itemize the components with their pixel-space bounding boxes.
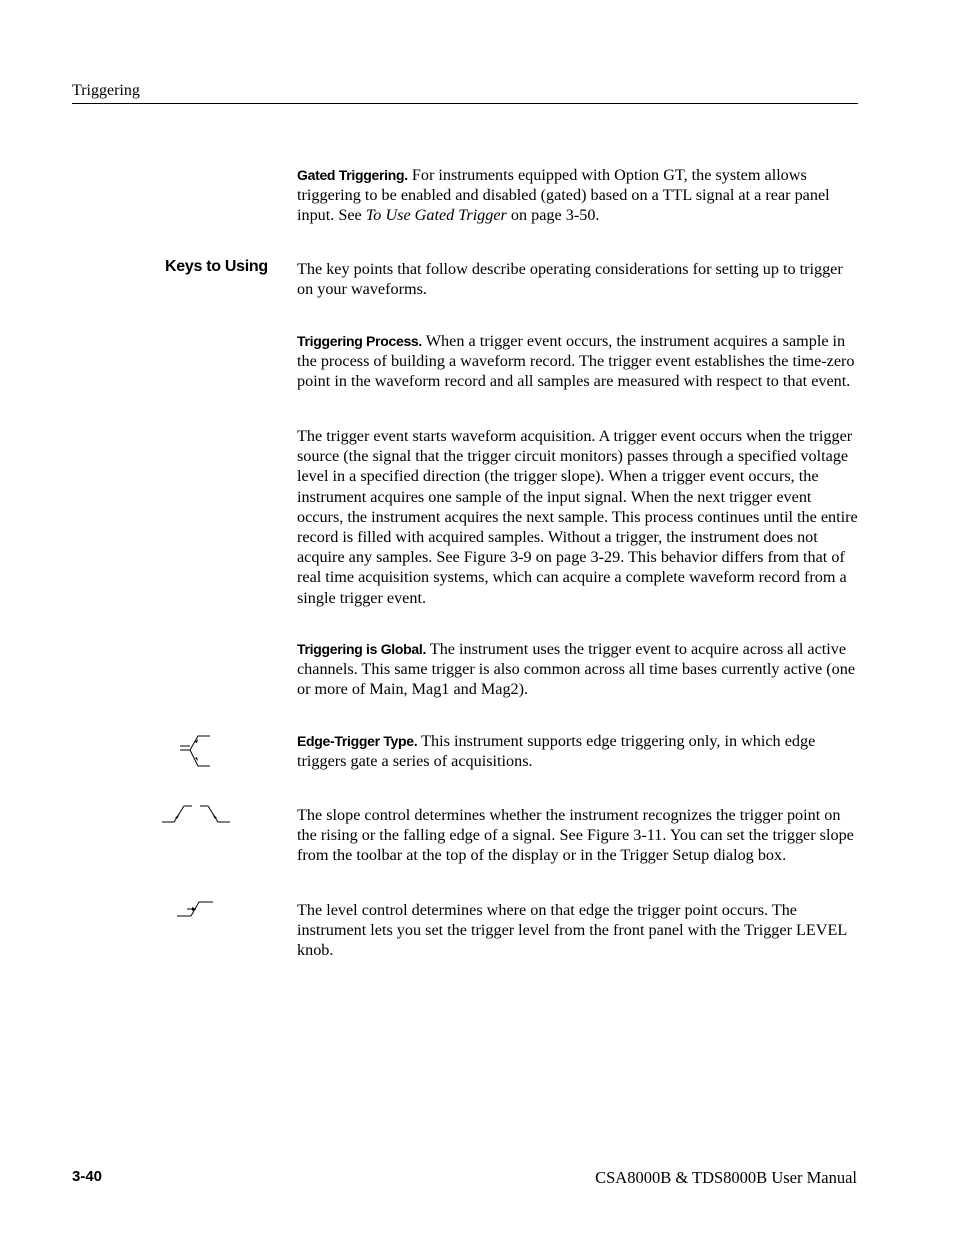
gated-text-before: For instruments equipped with Option GT, the system allows triggering to be enabled and disabled (gated) based on a TTL signal at a rear panel input. See (297, 166, 830, 225)
paragraph-triggering-global (297, 639, 859, 700)
manual-title: CSA8000B & TDS8000B User Manual (595, 1168, 857, 1187)
side-heading: Keys to Using (165, 258, 268, 275)
paragraph-level: The level control determines where on that edge the trigger point occurs. The instrument lets you set the trigger level from the front panel with the Trigger LEVEL knob. (297, 901, 847, 960)
process-text: When a trigger event occurs, the instrument acquires a sample in the process of building a waveform record. The trigger event establishes the time-zero point in the waveform record and all samples are measured with respect to that event. (297, 332, 855, 391)
runin-heading-edge: Edge-Trigger Type. (297, 733, 418, 749)
runin-heading-process: Triggering Process. (297, 333, 423, 349)
header-rule (72, 103, 858, 104)
level-icon (175, 898, 217, 920)
runin-heading-global: Triggering is Global. (297, 641, 427, 657)
paragraph-edge-trigger (297, 731, 859, 771)
edge-trigger-icon (176, 728, 216, 772)
paragraph-triggering-process (297, 331, 859, 392)
runin-heading-gated: Gated Triggering. (297, 167, 408, 183)
paragraph-keys-intro: The key points that follow describe operating considerations for setting up to trigger on your waveforms. (297, 260, 843, 299)
slope-icon (160, 800, 232, 826)
global-text: The instrument uses the trigger event to acquire across all active channels. This same trigger is also common across all time bases currently active (one or more of Main, Mag1 and Mag2). (297, 640, 856, 699)
header-section-title: Triggering (72, 82, 140, 99)
gated-text-after: on page 3-50. (506, 206, 600, 225)
paragraph-acquisition: The trigger event starts waveform acquisition. A trigger event occurs when the trigger source (the signal that the trigger circuit monitors) passes through a specified voltage level in a specified direction (the trigger slope). When a trigger event occurs, the instrument acquires one sample of the input signal. When the next trigger event occurs, the instrument acquires the next sample. This process continues until the entire record is filled with acquired samples. Without a trigger, the instrument does not acquire any samples. See Figure 3-9 on page 3-29. This behavior differs from that of real time acquisition systems, which can acquire a complete waveform record from a single trigger event. (297, 427, 858, 607)
gated-link-reference: To Use Gated Trigger (365, 206, 507, 225)
edge-text: This instrument supports edge triggering only, in which edge triggers gate a series of acquisitions. (297, 732, 816, 771)
paragraph-slope: The slope control determines whether the instrument recognizes the trigger point on the rising or the falling edge of a signal. See Figure 3-11. You can set the trigger slope from the toolbar at the top of the display or in the Trigger Setup dialog box. (297, 806, 854, 865)
paragraph-gated-triggering (297, 165, 859, 226)
page-number: 3-40 (72, 1168, 103, 1185)
